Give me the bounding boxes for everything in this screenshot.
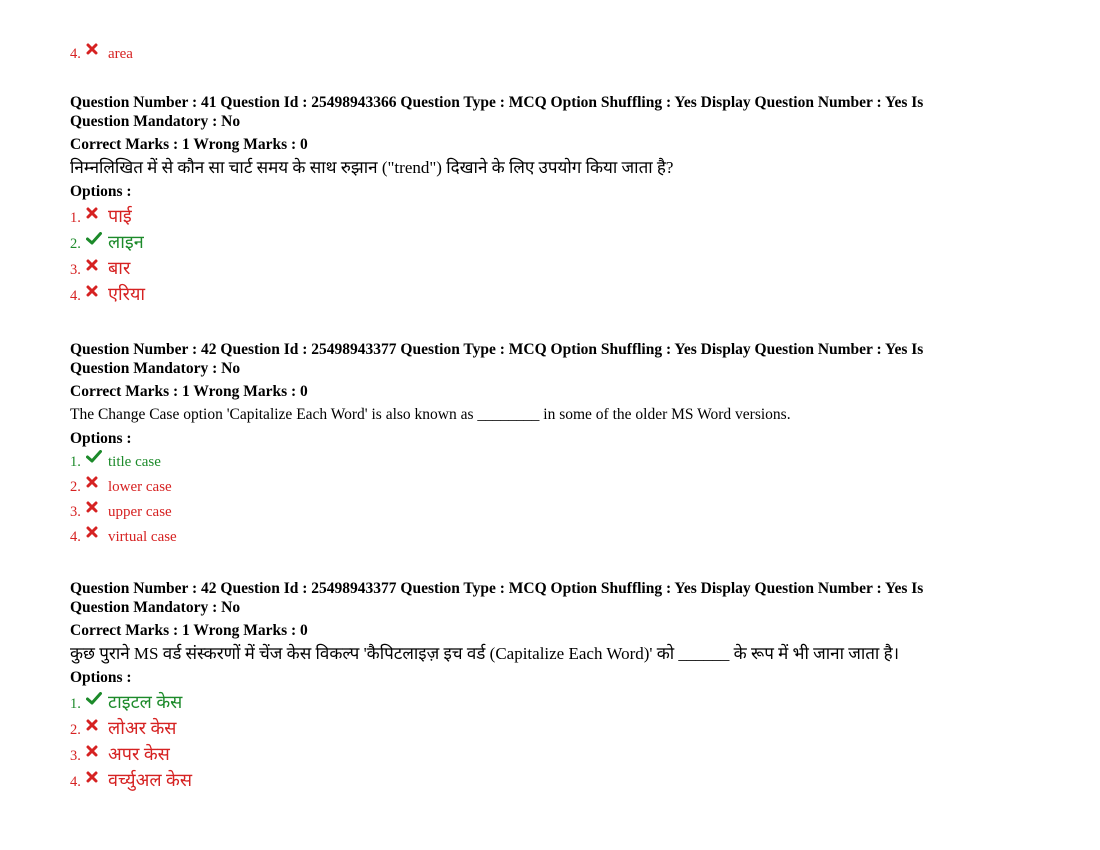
option-number: 3.	[70, 262, 81, 278]
check-icon	[86, 232, 108, 245]
option-text: टाइटल केस	[108, 692, 183, 712]
option-text: virtual case	[108, 529, 177, 545]
option-item	[70, 229, 1030, 255]
question-mandatory: Question Mandatory : No	[70, 360, 241, 377]
option-number: 2.	[70, 479, 81, 495]
option-number: 1.	[70, 696, 81, 712]
option-text: वर्च्युअल केस	[108, 770, 193, 790]
options-label: Options :	[70, 183, 132, 200]
options-list	[70, 450, 1030, 550]
option-item	[70, 525, 1030, 550]
option-text: एरिया	[108, 284, 146, 304]
option-text: lower case	[108, 479, 172, 495]
question-meta: Question Number : 42 Question Id : 25498943377 Question Type : MCQ Option Shuffling : Yes Display Question Number : Yes Is	[70, 580, 924, 597]
question-block	[70, 93, 1030, 307]
option-text: पाई	[108, 206, 132, 226]
options-list	[70, 689, 1030, 793]
question-meta: Question Number : 41 Question Id : 25498943366 Question Type : MCQ Option Shuffling : Yes Display Question Number : Yes Is	[70, 94, 924, 111]
option-item	[70, 500, 1030, 525]
option-item	[70, 741, 1030, 767]
option-item	[70, 715, 1030, 741]
option-text: लाइन	[108, 232, 144, 252]
option-item	[70, 255, 1030, 281]
option-text: area	[108, 46, 133, 62]
cross-icon	[86, 259, 108, 271]
cross-icon	[86, 501, 108, 513]
option-number: 4.	[70, 288, 81, 304]
option-item	[70, 450, 1030, 475]
option-item	[70, 689, 1030, 715]
question-marks: Correct Marks : 1 Wrong Marks : 0	[70, 622, 308, 639]
option-text: अपर केस	[108, 744, 170, 764]
option-item	[70, 767, 1030, 793]
check-icon	[86, 692, 108, 705]
question-text: निम्नलिखित में से कौन सा चार्ट समय के साथ रुझान ("trend") दिखाने के लिए उपयोग किया जाता है?	[70, 158, 674, 177]
option-item	[70, 475, 1030, 500]
cross-icon	[86, 771, 108, 783]
question-mandatory: Question Mandatory : No	[70, 599, 241, 616]
cross-icon	[86, 43, 108, 55]
option-number: 4.	[70, 46, 81, 62]
option-number: 2.	[70, 236, 81, 252]
cross-icon	[86, 719, 108, 731]
option-item	[70, 203, 1030, 229]
option-number: 3.	[70, 748, 81, 764]
question-mandatory: Question Mandatory : No	[70, 113, 241, 130]
option-item	[70, 281, 1030, 307]
option-text: बार	[108, 258, 131, 278]
question-block	[70, 340, 1030, 550]
option-text: title case	[108, 454, 161, 470]
option-number: 4.	[70, 774, 81, 790]
options-label: Options :	[70, 430, 132, 447]
question-marks: Correct Marks : 1 Wrong Marks : 0	[70, 136, 308, 153]
options-label: Options :	[70, 669, 132, 686]
option-text: upper case	[108, 504, 172, 520]
option-number: 1.	[70, 210, 81, 226]
option-number: 3.	[70, 504, 81, 520]
cross-icon	[86, 207, 108, 219]
question-text: The Change Case option 'Capitalize Each Word' is also known as ________ in some of the older MS Word versions.	[70, 406, 791, 423]
check-icon	[86, 450, 108, 463]
cross-icon	[86, 476, 108, 488]
option-number: 1.	[70, 454, 81, 470]
option-text: लोअर केस	[108, 718, 177, 738]
question-block	[70, 579, 1030, 793]
question-text: कुछ पुराने MS वर्ड संस्करणों में चेंज केस विकल्प 'कैपिटलाइज़ इच वर्ड (Capitalize Each Word)' को ______ के रूप में भी जाना जाता है।	[70, 644, 900, 663]
option-number: 4.	[70, 529, 81, 545]
option-item	[70, 41, 133, 67]
cross-icon	[86, 745, 108, 757]
question-meta: Question Number : 42 Question Id : 25498943377 Question Type : MCQ Option Shuffling : Yes Display Question Number : Yes Is	[70, 341, 924, 358]
cross-icon	[86, 526, 108, 538]
question-marks: Correct Marks : 1 Wrong Marks : 0	[70, 383, 308, 400]
option-number: 2.	[70, 722, 81, 738]
options-list	[70, 203, 1030, 307]
cross-icon	[86, 285, 108, 297]
